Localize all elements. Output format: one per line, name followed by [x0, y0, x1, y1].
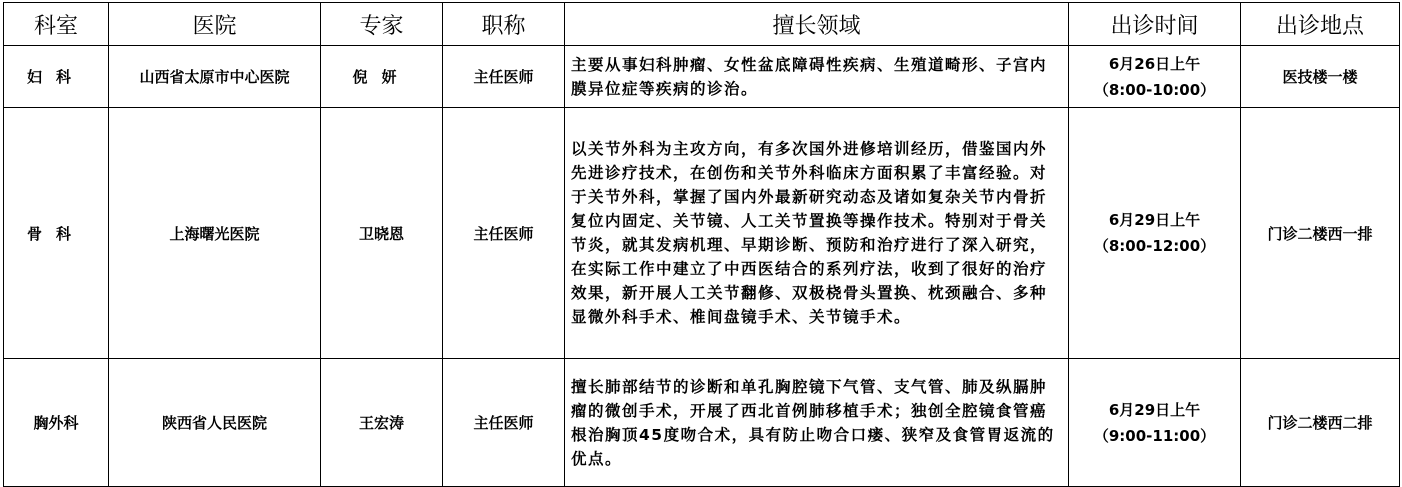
time-date: 6月26日上午 — [1108, 54, 1201, 73]
time-cell — [1069, 108, 1241, 359]
time-cell — [1069, 359, 1241, 487]
time-hours: （9:00-11:00） — [1093, 426, 1216, 445]
department-cell: 妇科 — [4, 46, 109, 108]
table-row — [4, 46, 1400, 108]
table-row — [4, 359, 1400, 487]
header-expertise: 擅长领域 — [565, 3, 1069, 46]
hospital-cell: 陕西省人民医院 — [109, 359, 321, 487]
location-cell: 门诊二楼西一排 — [1241, 108, 1400, 359]
expertise-cell: 主要从事妇科肿瘤、女性盆底障碍性疾病、生殖道畸形、子宫内膜异位症等疾病的诊治。 — [565, 46, 1069, 108]
department-cell: 胸外科 — [4, 359, 109, 487]
header-time: 出诊时间 — [1069, 3, 1241, 46]
header-hospital: 医院 — [109, 3, 321, 46]
title-cell: 主任医师 — [443, 359, 565, 487]
time-date: 6月29日上午 — [1108, 400, 1201, 419]
time-cell — [1069, 46, 1241, 108]
header-department: 科室 — [4, 3, 109, 46]
table-row — [4, 108, 1400, 359]
header-location: 出诊地点 — [1241, 3, 1400, 46]
expert-cell: 王宏涛 — [321, 359, 443, 487]
header-title: 职称 — [443, 3, 565, 46]
expert-cell: 卫晓恩 — [321, 108, 443, 359]
location-cell: 医技楼一楼 — [1241, 46, 1400, 108]
time-hours: （8:00-10:00） — [1093, 80, 1216, 99]
time-hours: （8:00-12:00） — [1093, 237, 1216, 255]
expert-schedule-table — [3, 2, 1400, 487]
department-cell: 骨科 — [4, 108, 109, 359]
title-cell: 主任医师 — [443, 108, 565, 359]
header-row — [4, 3, 1400, 46]
hospital-cell: 山西省太原市中心医院 — [109, 46, 321, 108]
expertise-cell: 以关节外科为主攻方向，有多次国外进修培训经历，借鉴国内外先进诊疗技术，在创伤和关节外科临床方面积累了丰富经验。对于关节外科，掌握了国内外最新研究动态及诸如复杂关节内骨折复位内固定、关节镜、人工关节置换等操作技术。特别对于骨关节炎，就其发病机理、早期诊断、预防和治疗进行了深入研究，在实际工作中建立了中西医结合的系列疗法，收到了很好的治疗效果，新开展人工关节翻修、双极桡骨头置换、枕颈融合、多种显微外科手术、椎间盘镜手术、关节镜手术。 — [565, 108, 1069, 359]
expert-cell: 倪妍 — [321, 46, 443, 108]
header-expert: 专家 — [321, 3, 443, 46]
expertise-cell: 擅长肺部结节的诊断和单孔胸腔镜下气管、支气管、肺及纵膈肿瘤的微创手术，开展了西北首例肺移植手术；独创全腔镜食管癌根治胸顶45度吻合术，具有防止吻合口瘘、狭窄及食管胃返流的优点。 — [565, 359, 1069, 487]
location-cell: 门诊二楼西二排 — [1241, 359, 1400, 487]
title-cell: 主任医师 — [443, 46, 565, 108]
time-date: 6月29日上午 — [1108, 211, 1201, 229]
hospital-cell: 上海曙光医院 — [109, 108, 321, 359]
